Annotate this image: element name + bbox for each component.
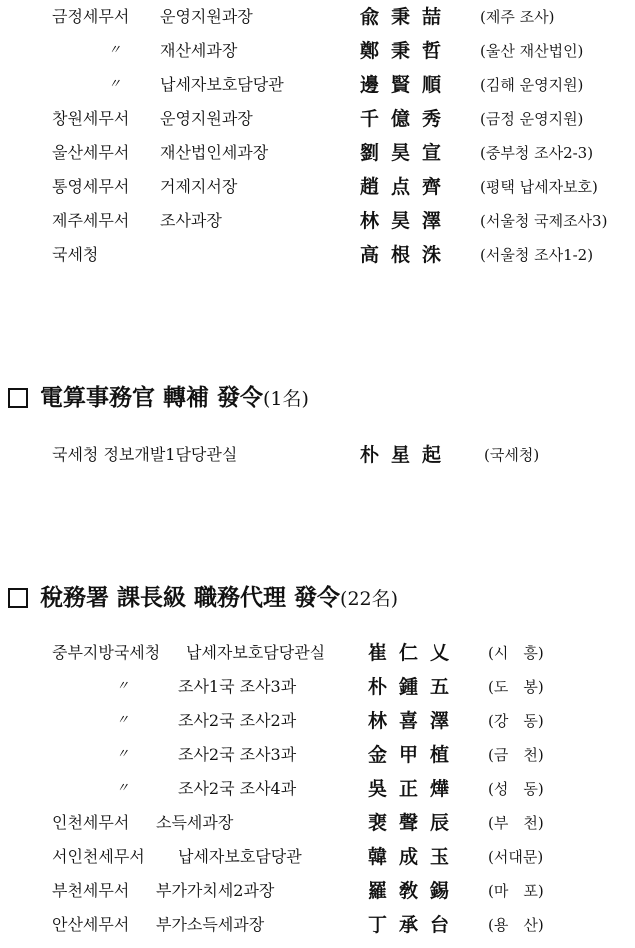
- ditto-mark: 〃: [116, 679, 130, 694]
- department: 납세자보호담당관실: [186, 643, 326, 662]
- office-name: 국세청 정보개발1담당관실: [52, 445, 238, 464]
- person-name: 金甲植: [368, 744, 462, 766]
- list-item: [0, 706, 635, 736]
- person-name: 邊賢順: [360, 74, 454, 96]
- person-name: 丁承台: [368, 914, 462, 936]
- department: 조사2국 조사3과: [178, 745, 297, 764]
- list-item: [0, 774, 635, 804]
- person-name: 裵聲辰: [368, 812, 462, 834]
- previous-post: (울산 재산법인): [480, 42, 584, 60]
- list-item: [0, 2, 635, 32]
- list-item: [0, 172, 635, 202]
- checkbox-square-icon: [8, 388, 28, 408]
- department: 조사2국 조사4과: [178, 779, 297, 798]
- previous-post: (마 포): [488, 882, 544, 900]
- list-item: [0, 206, 635, 236]
- person-name: 趙点齊: [360, 176, 454, 198]
- person-name: 林喜澤: [368, 710, 462, 732]
- previous-post: (강 동): [488, 712, 544, 730]
- person-name: 朴星起: [360, 444, 454, 466]
- previous-post: (시 흥): [488, 644, 544, 662]
- office-name: 통영세무서: [52, 177, 130, 196]
- department: 소득세과장: [156, 813, 234, 832]
- department: 조사2국 조사2과: [178, 711, 297, 730]
- person-name: 劉昊宣: [360, 142, 454, 164]
- previous-post: (도 봉): [488, 678, 544, 696]
- person-name: 吳正燁: [368, 778, 462, 800]
- office-name: 부천세무서: [52, 881, 130, 900]
- list-item: [0, 70, 635, 100]
- list-item: [0, 36, 635, 66]
- department: 거제지서장: [160, 177, 238, 196]
- section-heading: [8, 378, 309, 418]
- list-item: [0, 440, 635, 470]
- list-item: [0, 876, 635, 906]
- ditto-mark: 〃: [116, 747, 130, 762]
- previous-post: (중부청 조사2-3): [480, 144, 594, 162]
- list-item: [0, 104, 635, 134]
- list-item: [0, 740, 635, 770]
- department: 납세자보호담당관: [160, 75, 284, 94]
- previous-post: (서대문): [488, 848, 544, 866]
- department: 재산법인세과장: [160, 143, 269, 162]
- ditto-mark: 〃: [108, 77, 122, 92]
- list-item: [0, 638, 635, 668]
- list-item: [0, 240, 635, 270]
- office-name: 울산세무서: [52, 143, 130, 162]
- previous-post: (국세청): [484, 446, 540, 464]
- person-name: 羅敎錫: [368, 880, 462, 902]
- person-name: 千億秀: [360, 108, 454, 130]
- office-name: 제주세무서: [52, 211, 130, 230]
- previous-post: (서울청 조사1-2): [480, 246, 594, 264]
- list-item: [0, 808, 635, 838]
- office-name: 안산세무서: [52, 915, 130, 934]
- department: 운영지원과장: [160, 7, 253, 26]
- previous-post: (금 천): [488, 746, 544, 764]
- person-name: 鄭秉哲: [360, 40, 454, 62]
- person-name: 崔仁乂: [368, 642, 462, 664]
- list-item: [0, 910, 635, 940]
- previous-post: (김해 운영지원): [480, 76, 584, 94]
- department: 부가소득세과장: [156, 915, 265, 934]
- ditto-mark: 〃: [108, 43, 122, 58]
- office-name: 서인천세무서: [52, 847, 145, 866]
- department: 조사과장: [160, 211, 222, 230]
- person-name: 林昊澤: [360, 210, 454, 232]
- list-item: [0, 672, 635, 702]
- person-name: 兪秉喆: [360, 6, 454, 28]
- person-name: 韓成玉: [368, 846, 462, 868]
- previous-post: (부 천): [488, 814, 544, 832]
- ditto-mark: 〃: [116, 781, 130, 796]
- previous-post: (용 산): [488, 916, 544, 934]
- section-title: 電算事務官 轉補 發令: [40, 384, 264, 411]
- office-name: 중부지방국세청: [52, 643, 161, 662]
- section-title: 稅務署 課長級 職務代理 發令: [40, 584, 341, 611]
- person-name: 朴鍾五: [368, 676, 462, 698]
- section-heading: [8, 578, 398, 618]
- person-name: 高根洙: [360, 244, 454, 266]
- list-item: [0, 138, 635, 168]
- office-name: 창원세무서: [52, 109, 130, 128]
- previous-post: (평택 납세자보호): [480, 178, 598, 196]
- office-name: 금정세무서: [52, 7, 130, 26]
- section-count: (22名): [340, 588, 399, 610]
- department: 운영지원과장: [160, 109, 253, 128]
- department: 조사1국 조사3과: [178, 677, 297, 696]
- list-item: [0, 842, 635, 872]
- previous-post: (제주 조사): [480, 8, 555, 26]
- office-name: 인천세무서: [52, 813, 130, 832]
- department: 납세자보호담당관: [178, 847, 302, 866]
- previous-post: (서울청 국제조사3): [480, 212, 608, 230]
- section-count: (1名): [263, 388, 309, 410]
- department: 재산세과장: [160, 41, 238, 60]
- ditto-mark: 〃: [116, 713, 130, 728]
- previous-post: (금정 운영지원): [480, 110, 584, 128]
- department: 부가가치세2과장: [156, 881, 275, 900]
- checkbox-square-icon: [8, 588, 28, 608]
- office-name: 국세청: [52, 245, 99, 264]
- previous-post: (성 동): [488, 780, 544, 798]
